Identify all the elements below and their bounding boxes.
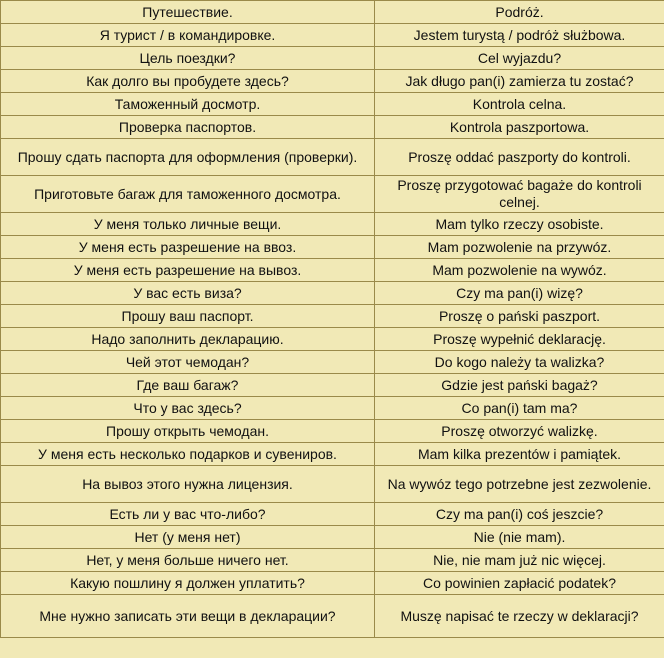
table-row [1,139,664,176]
polish-phrase-cell: Jak długo pan(i) zamierza tu zostać? [375,70,664,93]
table-row [1,93,664,116]
table-row [1,1,664,24]
polish-phrase-cell: Co pan(i) tam ma? [375,397,664,420]
table-row [1,466,664,503]
table-row [1,328,664,351]
polish-phrase-cell: Czy ma pan(i) wizę? [375,282,664,305]
russian-phrase-cell: Есть ли у вас что-либо? [1,503,375,526]
russian-phrase-cell: Что у вас здесь? [1,397,375,420]
table-row [1,282,664,305]
polish-phrase-cell: Podróż. [375,1,664,24]
polish-phrase-cell: Do kogo należy ta walizka? [375,351,664,374]
russian-phrase-cell: Прошу сдать паспорта для оформления (проверки). [1,139,375,176]
russian-phrase-cell: У вас есть виза? [1,282,375,305]
polish-phrase-cell: Proszę przygotować bagaże do kontroli celnej. [375,176,664,213]
russian-phrase-cell: Проверка паспортов. [1,116,375,139]
russian-phrase-cell: У меня только личные вещи. [1,213,375,236]
russian-phrase-cell: Нет (у меня нет) [1,526,375,549]
table-row [1,176,664,213]
table-row [1,47,664,70]
russian-phrase-cell: Я турист / в командировке. [1,24,375,47]
table-row [1,549,664,572]
polish-phrase-cell: Nie (nie mam). [375,526,664,549]
table-row [1,24,664,47]
table-row [1,374,664,397]
russian-phrase-cell: Таможенный досмотр. [1,93,375,116]
russian-phrase-cell: Цель поездки? [1,47,375,70]
russian-phrase-cell: У меня есть несколько подарков и сувениров. [1,443,375,466]
polish-phrase-cell: Proszę wypełnić deklarację. [375,328,664,351]
russian-phrase-cell: Приготовьте багаж для таможенного досмотра. [1,176,375,213]
polish-phrase-cell: Na wywóz tego potrzebne jest zezwolenie. [375,466,664,503]
table-row [1,305,664,328]
polish-phrase-cell: Cel wyjazdu? [375,47,664,70]
polish-phrase-cell: Kontrola celna. [375,93,664,116]
polish-phrase-cell: Mam pozwolenie na wywóz. [375,259,664,282]
polish-phrase-cell: Proszę o pański paszport. [375,305,664,328]
polish-phrase-cell: Gdzie jest pański bagaż? [375,374,664,397]
polish-phrase-cell: Mam pozwolenie na przywóz. [375,236,664,259]
russian-phrase-cell: У меня есть разрешение на ввоз. [1,236,375,259]
russian-phrase-cell: Какую пошлину я должен уплатить? [1,572,375,595]
russian-phrase-cell: Где ваш багаж? [1,374,375,397]
russian-phrase-cell: Прошу ваш паспорт. [1,305,375,328]
russian-phrase-cell: На вывоз этого нужна лицензия. [1,466,375,503]
polish-phrase-cell: Muszę napisać te rzeczy w deklaracji? [375,595,664,638]
polish-phrase-cell: Proszę otworzyć walizkę. [375,420,664,443]
table-row [1,420,664,443]
polish-phrase-cell: Kontrola paszportowa. [375,116,664,139]
russian-phrase-cell: Мне нужно записать эти вещи в декларации? [1,595,375,638]
table-row [1,526,664,549]
table-row [1,236,664,259]
table-row [1,443,664,466]
table-row [1,397,664,420]
polish-phrase-cell: Co powinien zapłacić podatek? [375,572,664,595]
russian-phrase-cell: Прошу открыть чемодан. [1,420,375,443]
table-row [1,116,664,139]
table-row [1,70,664,93]
polish-phrase-cell: Jestem turystą / podróż służbowa. [375,24,664,47]
table-row [1,572,664,595]
polish-phrase-cell: Mam kilka prezentów i pamiątek. [375,443,664,466]
russian-phrase-cell: Надо заполнить декларацию. [1,328,375,351]
table-row [1,595,664,638]
phrase-table-body [1,1,664,638]
table-row [1,351,664,374]
polish-phrase-cell: Czy ma pan(i) coś jeszcie? [375,503,664,526]
polish-phrase-cell: Proszę oddać paszporty do kontroli. [375,139,664,176]
table-row [1,259,664,282]
polish-phrase-cell: Nie, nie mam już nic więcej. [375,549,664,572]
russian-phrase-cell: Нет, у меня больше ничего нет. [1,549,375,572]
polish-phrase-cell: Mam tylko rzeczy osobiste. [375,213,664,236]
russian-phrase-cell: Путешествие. [1,1,375,24]
table-row [1,213,664,236]
russian-phrase-cell: Как долго вы пробудете здесь? [1,70,375,93]
table-row [1,503,664,526]
russian-phrase-cell: У меня есть разрешение на вывоз. [1,259,375,282]
russian-phrase-cell: Чей этот чемодан? [1,351,375,374]
